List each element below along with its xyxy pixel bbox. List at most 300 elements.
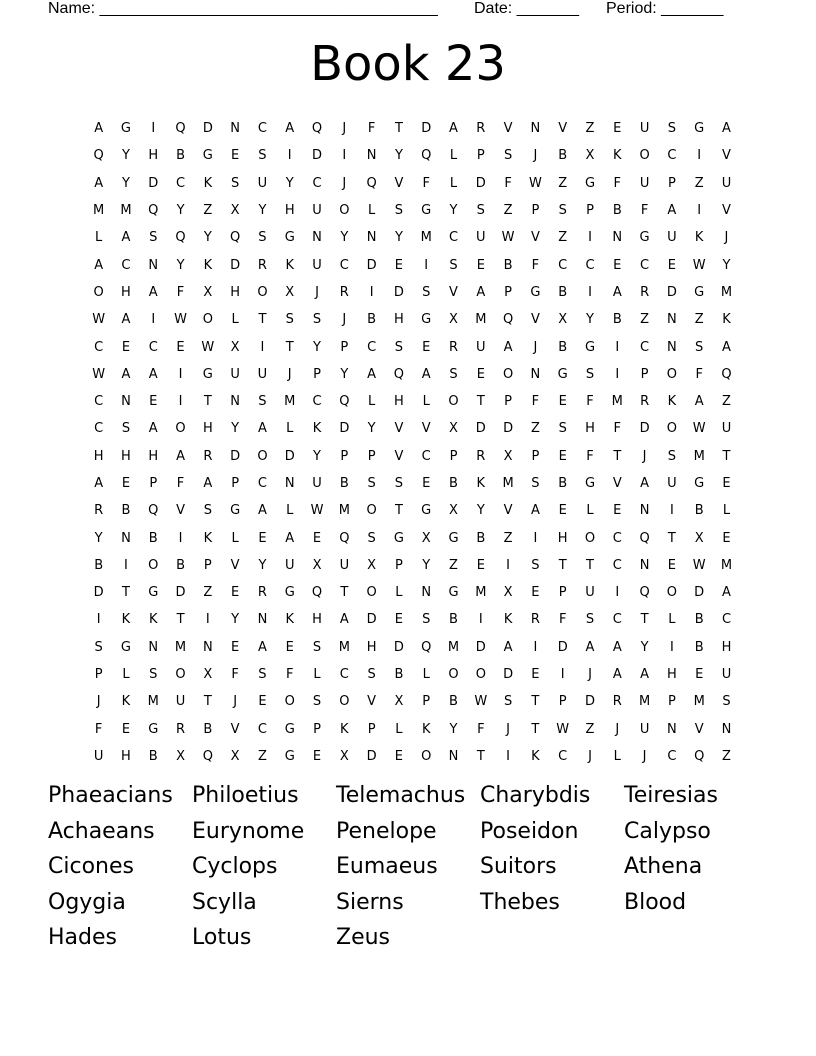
grid-letter: Z [585, 721, 595, 737]
grid-letter: Q [311, 121, 323, 137]
grid-letter: E [258, 530, 267, 546]
grid-letter: S [367, 530, 376, 546]
grid-letter: A [121, 312, 131, 328]
word-bank-item: Lotus [192, 925, 252, 950]
grid-letter: E [149, 394, 158, 410]
grid-letter: C [176, 175, 186, 191]
grid-letter: Q [421, 639, 432, 655]
grid-letter: A [121, 366, 131, 382]
grid-letter: Q [639, 530, 650, 546]
grid-letter: O [448, 394, 459, 410]
grid-letter: N [612, 230, 623, 246]
grid-letter: E [695, 667, 704, 683]
grid-letter: B [394, 667, 404, 683]
grid-letter: G [448, 530, 459, 546]
grid-letter: G [148, 585, 159, 601]
grid-letter: M [611, 394, 623, 410]
grid-letter: J [506, 721, 511, 737]
grid-letter: C [612, 612, 622, 628]
grid-letter: M [338, 639, 350, 655]
grid-letter: B [558, 284, 568, 300]
grid-letter: U [339, 557, 350, 573]
grid-letter: S [367, 476, 376, 491]
grid-letter: O [257, 284, 268, 300]
grid-letter: Z [722, 748, 731, 764]
grid-letter: M [720, 557, 733, 573]
grid-letter: D [421, 121, 432, 137]
grid-letter: B [694, 503, 704, 519]
grid-letter: G [694, 121, 705, 137]
grid-letter: B [367, 312, 377, 328]
grid-letter: B [612, 312, 622, 328]
grid-letter: O [448, 667, 459, 683]
grid-letter: L [95, 230, 103, 246]
grid-letter: S [203, 503, 212, 519]
grid-letter: D [475, 639, 486, 655]
grid-letter: L [449, 175, 458, 191]
grid-letter: Z [694, 312, 704, 328]
grid-letter: Q [93, 148, 104, 164]
grid-letter: D [366, 612, 377, 628]
grid-letter: E [231, 585, 240, 601]
grid-letter: C [339, 257, 349, 273]
grid-letter: I [96, 612, 101, 628]
grid-letter: J [533, 148, 538, 164]
grid-letter: G [284, 585, 295, 601]
grid-letter: Z [694, 175, 704, 191]
grid-letter: D [93, 585, 104, 601]
grid-letter: Z [203, 203, 213, 219]
grid-letter: P [586, 203, 594, 219]
grid-letter: L [286, 503, 294, 519]
grid-letter: X [230, 203, 240, 219]
grid-letter: N [530, 366, 541, 382]
grid-letter: J [287, 366, 292, 382]
grid-letter: E [258, 694, 267, 710]
grid-letter: N [721, 721, 732, 737]
grid-letter: N [667, 312, 677, 328]
grid-letter: X [449, 503, 458, 519]
grid-letter: M [120, 203, 132, 219]
grid-letter: T [176, 612, 185, 628]
grid-letter: S [258, 148, 267, 164]
grid-letter: I [533, 639, 538, 655]
grid-letter: Y [285, 175, 294, 191]
grid-letter: A [722, 585, 731, 601]
grid-letter: P [340, 448, 349, 464]
grid-letter: Y [94, 530, 103, 546]
grid-letter: B [449, 476, 458, 491]
grid-letter: A [285, 121, 295, 137]
grid-letter: B [694, 639, 704, 655]
grid-letter: D [312, 148, 323, 164]
grid-letter: C [367, 339, 377, 355]
grid-letter: Y [231, 612, 240, 628]
grid-letter: E [231, 639, 240, 655]
grid-letter: E [722, 530, 731, 546]
grid-letter: N [230, 121, 240, 137]
grid-letter: Y [313, 448, 321, 464]
grid-letter: S [695, 339, 704, 355]
grid-letter: A [449, 121, 458, 137]
grid-letter: A [612, 639, 622, 655]
grid-letter: O [666, 366, 677, 382]
grid-letter: C [667, 148, 677, 164]
grid-letter: X [339, 748, 349, 764]
grid-letter: C [94, 339, 104, 355]
grid-letter: I [560, 667, 565, 683]
grid-letter: U [476, 339, 486, 355]
grid-letter: L [122, 667, 130, 683]
grid-letter: M [720, 284, 733, 300]
grid-letter: U [230, 366, 240, 382]
grid-letter: T [340, 585, 349, 601]
grid-letter: E [231, 148, 240, 164]
grid-letter: Z [585, 121, 595, 137]
grid-letter: X [585, 148, 595, 164]
grid-letter: E [558, 394, 567, 410]
grid-letter: Y [394, 230, 403, 246]
grid-letter: O [284, 694, 295, 710]
grid-letter: B [176, 148, 185, 164]
grid-letter: S [449, 257, 458, 273]
grid-letter: W [692, 257, 706, 273]
word-bank-item: Telemachus [336, 783, 466, 808]
grid-letter: C [94, 421, 104, 437]
grid-letter: X [312, 557, 322, 573]
grid-letter: M [147, 694, 159, 710]
grid-letter: N [230, 394, 240, 410]
grid-letter: S [585, 366, 595, 382]
grid-letter: R [339, 284, 349, 300]
grid-letter: I [506, 557, 511, 573]
grid-letter: G [584, 175, 596, 191]
grid-letter: E [394, 612, 404, 628]
grid-letter: N [148, 257, 159, 273]
grid-letter: U [667, 476, 677, 491]
grid-letter: N [202, 639, 213, 655]
grid-letter: M [475, 312, 487, 328]
grid-letter: P [422, 694, 431, 710]
grid-letter: T [203, 394, 212, 410]
grid-letter: H [93, 448, 104, 464]
grid-letter: P [340, 339, 349, 355]
grid-letter: I [478, 612, 483, 628]
grid-letter: C [585, 257, 595, 273]
grid-letter: D [202, 121, 213, 137]
grid-letter: H [394, 312, 404, 328]
grid-letter: V [394, 175, 404, 191]
grid-letter: O [639, 148, 650, 164]
grid-letter: K [121, 694, 131, 710]
grid-letter: C [721, 612, 732, 628]
grid-letter: I [669, 503, 674, 519]
grid-letter: D [339, 421, 350, 437]
grid-letter: D [639, 421, 650, 437]
grid-letter: V [530, 230, 540, 246]
grid-letter: I [124, 557, 128, 573]
grid-letter: K [203, 530, 213, 546]
grid-letter: X [503, 448, 513, 464]
word-bank-item: Zeus [336, 925, 391, 950]
grid-letter: A [476, 284, 486, 300]
grid-letter: B [203, 721, 213, 737]
grid-letter: H [585, 421, 595, 437]
grid-letter: R [612, 694, 622, 710]
grid-letter: K [121, 612, 131, 628]
grid-letter: T [586, 557, 594, 573]
grid-letter: X [176, 748, 185, 764]
grid-letter: A [121, 230, 131, 246]
grid-letter: Q [721, 366, 732, 382]
grid-letter: L [586, 503, 594, 519]
grid-letter: H [202, 421, 213, 437]
grid-letter: I [178, 394, 183, 410]
grid-letter: Z [558, 175, 568, 191]
grid-letter: A [94, 476, 104, 491]
grid-letter: U [721, 175, 732, 191]
grid-letter: S [367, 667, 376, 683]
grid-letter: G [584, 339, 596, 355]
grid-letter: H [721, 639, 732, 655]
grid-letter: I [588, 230, 592, 246]
grid-letter: L [449, 148, 458, 164]
grid-letter: Q [230, 230, 241, 246]
grid-letter: U [667, 230, 677, 246]
grid-letter: L [395, 721, 403, 737]
grid-letter: M [502, 476, 514, 491]
grid-letter: E [422, 476, 431, 491]
grid-letter: L [313, 667, 321, 683]
grid-letter: G [284, 721, 295, 737]
grid-letter: I [151, 121, 156, 137]
grid-letter: F [558, 612, 567, 628]
grid-letter: V [694, 721, 704, 737]
grid-letter: B [148, 530, 158, 546]
grid-letter: K [531, 748, 540, 764]
grid-letter: N [448, 748, 459, 764]
grid-letter: Y [476, 503, 485, 519]
grid-letter: H [230, 284, 241, 300]
grid-letter: U [721, 667, 732, 683]
grid-letter: G [284, 748, 295, 764]
grid-letter: D [503, 421, 514, 437]
grid-letter: N [312, 230, 322, 246]
grid-letter: G [202, 366, 213, 382]
grid-letter: P [231, 476, 240, 491]
name-field: Name: ______________________________________ [48, 0, 438, 17]
grid-letter: Q [421, 148, 432, 164]
grid-letter: O [502, 366, 514, 382]
grid-letter: S [503, 148, 513, 164]
grid-letter: B [503, 257, 513, 273]
grid-letter: S [722, 694, 731, 710]
grid-letter: E [476, 257, 485, 273]
grid-letter: W [174, 312, 187, 328]
grid-letter: F [695, 366, 703, 382]
grid-letter: O [421, 748, 432, 764]
grid-letter: F [586, 448, 594, 464]
grid-letter: E [312, 530, 322, 546]
grid-letter: U [93, 748, 104, 764]
grid-letter: Y [640, 639, 649, 655]
grid-letter: O [366, 503, 377, 519]
grid-letter: J [233, 694, 238, 710]
grid-letter: O [366, 585, 377, 601]
word-bank-item: Ogygia [48, 889, 126, 915]
grid-letter: Y [121, 148, 130, 164]
grid-letter: A [176, 448, 185, 464]
word-bank-item: Poseidon [480, 818, 579, 844]
grid-letter: E [121, 721, 131, 737]
grid-letter: F [231, 667, 239, 683]
grid-letter: V [449, 284, 458, 300]
grid-letter: S [312, 694, 322, 710]
grid-letter: N [148, 639, 159, 655]
grid-letter: I [588, 284, 592, 300]
grid-letter: E [531, 585, 540, 601]
grid-letter: D [694, 585, 705, 601]
grid-letter: F [94, 721, 103, 737]
grid-letter: C [640, 339, 650, 355]
grid-letter: W [201, 339, 215, 355]
word-bank-item: Eurynome [192, 818, 305, 844]
grid-letter: V [367, 694, 377, 710]
grid-letter: G [448, 585, 459, 601]
grid-letter: W [92, 366, 106, 382]
grid-letter: Z [203, 585, 213, 601]
grid-letter: I [178, 530, 183, 546]
grid-letter: C [312, 175, 322, 191]
grid-letter: A [585, 639, 595, 655]
grid-letter: S [312, 639, 322, 655]
grid-letter: Q [148, 503, 159, 519]
grid-letter: O [666, 421, 677, 437]
grid-letter: M [693, 694, 705, 710]
word-bank-item: Eumaeus [336, 854, 438, 879]
grid-letter: G [120, 639, 131, 655]
grid-letter: E [121, 476, 131, 491]
grid-letter: C [558, 748, 568, 764]
grid-letter: B [558, 148, 568, 164]
grid-letter: M [338, 503, 350, 519]
grid-letter: P [531, 448, 540, 464]
grid-letter: Q [148, 203, 159, 219]
grid-letter: S [667, 121, 677, 137]
grid-letter: H [148, 448, 159, 464]
word-bank-item: Sierns [336, 889, 404, 915]
grid-letter: I [615, 366, 620, 382]
grid-letter: Q [639, 585, 650, 601]
grid-letter: G [557, 366, 568, 382]
grid-letter: F [504, 175, 512, 191]
grid-letter: Y [231, 421, 240, 437]
grid-letter: F [613, 421, 622, 437]
grid-letter: I [178, 366, 183, 382]
grid-letter: B [476, 530, 486, 546]
grid-letter: C [448, 230, 459, 246]
grid-letter: E [613, 257, 622, 273]
grid-letter: A [94, 175, 104, 191]
grid-letter: V [394, 448, 404, 464]
grid-letter: T [394, 503, 403, 519]
word-bank-item: Thebes [480, 889, 560, 915]
grid-letter: G [148, 721, 159, 737]
grid-letter: D [230, 257, 241, 273]
grid-letter: E [476, 366, 485, 382]
grid-letter: O [339, 203, 350, 219]
grid-letter: V [722, 203, 731, 219]
grid-letter: A [612, 667, 622, 683]
grid-letter: X [285, 284, 295, 300]
grid-letter: B [148, 748, 158, 764]
grid-letter: N [667, 339, 677, 355]
grid-letter: U [585, 585, 595, 601]
grid-letter: L [231, 312, 239, 328]
word-bank-item: Phaeacians [48, 783, 173, 808]
grid-letter: P [558, 694, 567, 710]
grid-letter: E [176, 339, 185, 355]
grid-letter: P [640, 366, 649, 382]
grid-letter: D [366, 748, 377, 764]
grid-letter: Q [175, 121, 186, 137]
grid-letter: H [284, 203, 295, 219]
grid-letter: X [421, 530, 431, 546]
word-bank-item: Cicones [48, 854, 134, 879]
grid-letter: A [667, 203, 677, 219]
grid-letter: T [121, 585, 130, 601]
grid-letter: V [558, 121, 568, 137]
grid-letter: Y [121, 175, 130, 191]
grid-letter: P [449, 448, 458, 464]
grid-letter: L [395, 585, 403, 601]
grid-letter: G [530, 284, 541, 300]
grid-letter: R [640, 394, 650, 410]
grid-letter: J [642, 748, 647, 764]
grid-letter: L [286, 421, 294, 437]
grid-letter: E [613, 503, 622, 519]
grid-letter: L [422, 667, 430, 683]
word-bank-item: Athena [624, 854, 703, 879]
grid-letter: I [697, 148, 702, 164]
grid-letter: B [94, 557, 104, 573]
grid-letter: I [287, 148, 292, 164]
grid-letter: V [530, 312, 540, 328]
grid-letter: K [694, 230, 704, 246]
grid-letter: G [202, 148, 213, 164]
grid-letter: W [692, 421, 706, 437]
grid-letter: X [367, 557, 377, 573]
grid-letter: G [421, 503, 432, 519]
grid-letter: Z [722, 394, 731, 410]
grid-letter: V [722, 148, 731, 164]
grid-letter: H [121, 284, 131, 300]
grid-letter: U [639, 721, 650, 737]
grid-letter: G [230, 503, 241, 519]
grid-letter: H [121, 448, 131, 464]
grid-letter: C [94, 394, 104, 410]
grid-letter: A [148, 284, 158, 300]
grid-letter: S [312, 312, 322, 328]
grid-letter: N [257, 612, 268, 628]
word-bank-item: Teiresias [624, 783, 718, 808]
grid-letter: O [666, 585, 677, 601]
grid-letter: J [642, 448, 647, 464]
grid-letter: P [203, 557, 212, 573]
grid-letter: Z [558, 230, 568, 246]
grid-letter: G [421, 312, 432, 328]
grid-letter: J [588, 667, 592, 683]
